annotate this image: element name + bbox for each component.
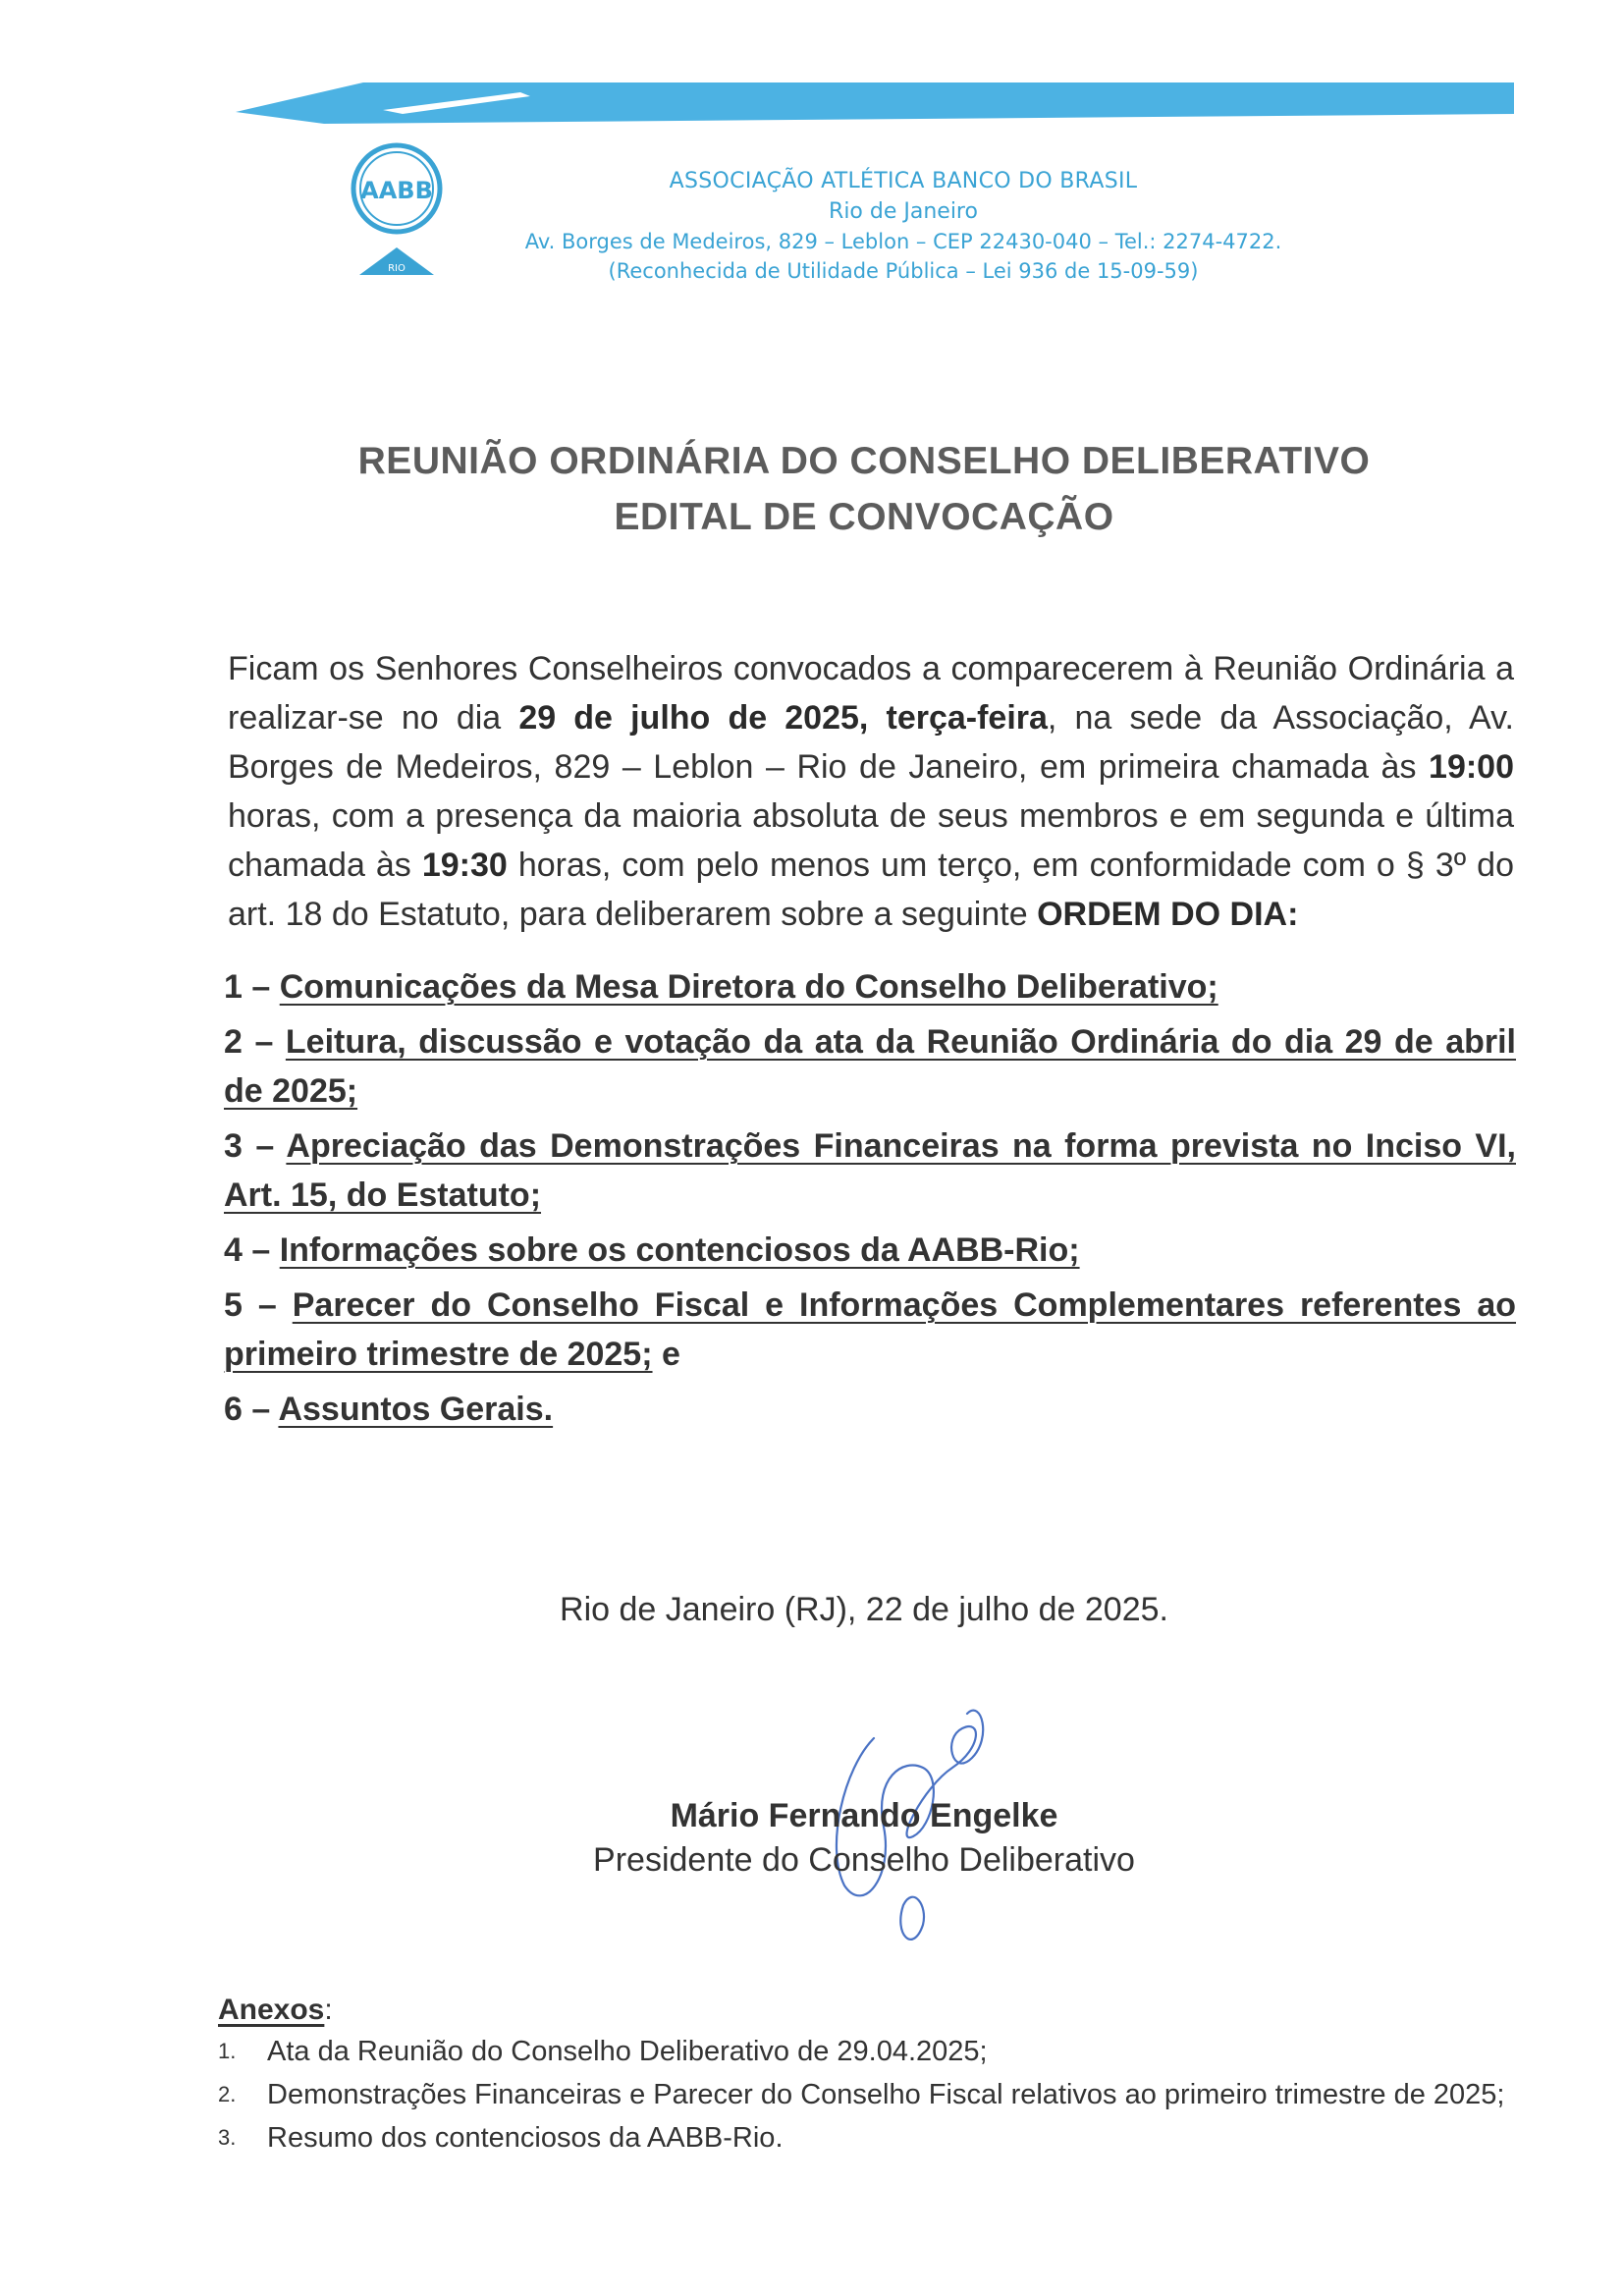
agenda-list [224,962,1516,1440]
agenda-item: 5 – Parecer do Conselho Fiscal e Informações Complementares referentes ao primeiro trimestre de 2025; e [224,1286,1517,1373]
agenda-item: 6 – Assuntos Gerais. [224,1391,554,1428]
org-recognition: (Reconhecida de Utilidade Pública – Lei 936 de 15-09-59) [608,259,1199,283]
annex-list [218,2033,1516,2162]
list-item: 3. Resumo dos contenciosos da AABB-Rio. [218,2122,784,2154]
body-text-1: Ficam os Senhores Conselheiros convocados a comparecerem à Reunião Ordinária a realizar-se no dia [228,650,1514,737]
meeting-date: 29 de julho de 2025, terça-feira [518,699,1048,737]
signer-name: Mário Fernando Engelke [670,1797,1058,1834]
first-call-time: 19:00 [1429,748,1514,786]
list-item: 2. Demonstrações Financeiras e Parecer do Conselho Fiscal relativos ao primeiro trimestre de 2025; [218,2079,1505,2110]
org-name: ASSOCIAÇÃO ATLÉTICA BANCO DO BRASIL [669,169,1138,193]
agenda-item: 3 – Apreciação das Demonstrações Financeiras na forma prevista no Inciso VI, Art. 15, do Estatuto; [224,1127,1516,1214]
signer-role: Presidente do Conselho Deliberativo [593,1841,1135,1879]
document-date: Rio de Janeiro (RJ), 22 de julho de 2025. [560,1591,1168,1628]
body-text-2: , na sede da Associação, Av. Borges de Medeiros, 829 – Leblon – Rio de Janeiro, em primeira chamada às [228,699,1514,786]
agenda-item: 2 – Leitura, discussão e votação da ata da Reunião Ordinária do dia 29 de abril de 2025; [224,1023,1517,1110]
list-item: 1. Ata da Reunião do Conselho Deliberativo de 29.04.2025; [218,2036,988,2067]
body-text-4: horas, com pelo menos um terço, em conformidade com o § 3º do art. 18 do Estatuto, para deliberarem sobre a seguinte [228,847,1514,933]
header-band [236,82,1514,124]
org-address: Av. Borges de Medeiros, 829 – Leblon – CEP 22430-040 – Tel.: 2274-4722. [524,230,1282,253]
org-city: Rio de Janeiro [829,199,978,224]
body-text-3: horas, com a presença da maioria absoluta de seus membros e em segunda e última chamada às [228,797,1514,884]
agenda-label: ORDEM DO DIA: [1037,896,1299,933]
second-call-time: 19:30 [421,847,508,884]
page-subtitle: EDITAL DE CONVOCAÇÃO [614,496,1114,538]
agenda-item: 4 – Informações sobre os contenciosos da AABB-Rio; [224,1231,1080,1269]
agenda-item: 1 – Comunicações da Mesa Diretora do Conselho Deliberativo; [224,968,1218,1006]
page-title: REUNIÃO ORDINÁRIA DO CONSELHO DELIBERATIVO [357,440,1371,482]
logo-text: AABB [360,177,433,204]
convocation-paragraph [228,644,1514,939]
logo-sub: RIO [388,263,406,274]
annex-heading: Anexos: [218,1994,333,2026]
